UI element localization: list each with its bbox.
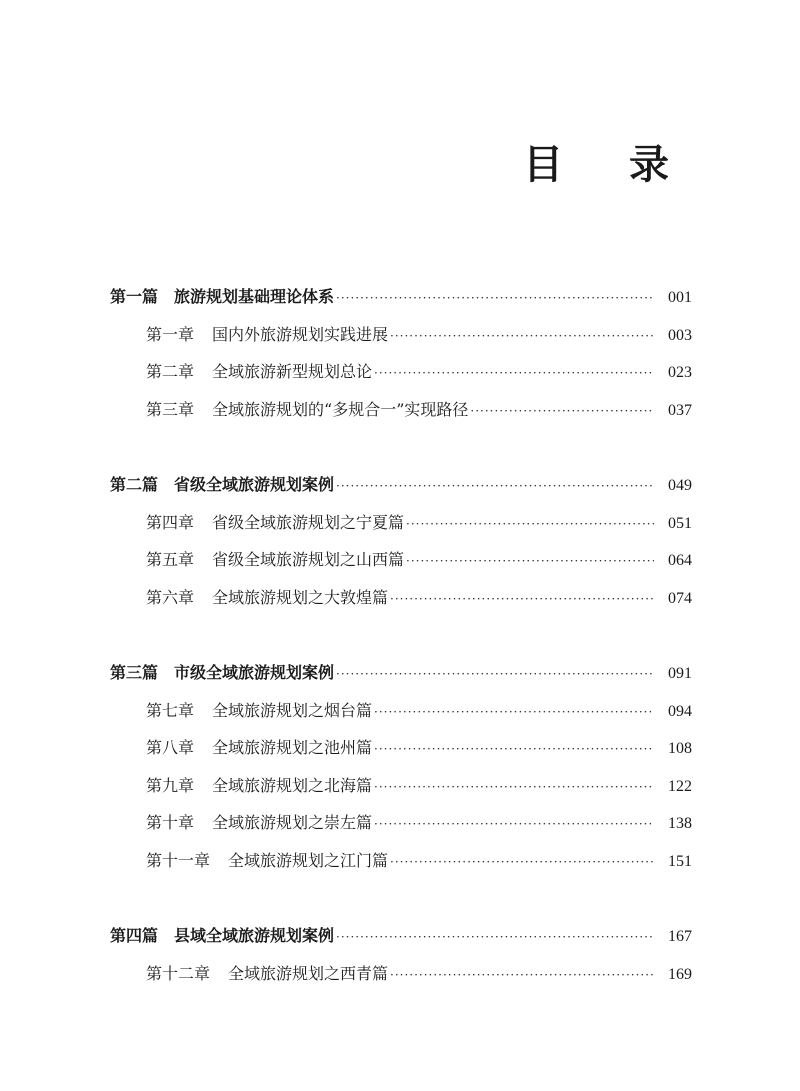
chapter-number: 第十一章: [146, 850, 211, 870]
chapter-title: 省级全域旅游规划之山西篇: [212, 550, 405, 569]
part-title: 省级全域旅游规划案例: [174, 475, 335, 494]
dot-leader: [390, 957, 654, 995]
toc-chapter-entry[interactable]: [110, 842, 692, 880]
page-title: 目 录: [523, 141, 695, 188]
chapter-title: 全域旅游规划的“多规合一”实现路径: [212, 399, 469, 419]
toc-part: [110, 917, 692, 992]
page-number: 049: [668, 477, 692, 494]
part-number: 第四篇: [110, 926, 159, 945]
chapter-number: 第七章: [146, 700, 195, 720]
dot-leader: [336, 656, 654, 694]
toc-chapter-entry[interactable]: [110, 391, 692, 429]
chapter-number: 第十章: [146, 813, 195, 832]
chapter-title: 全域旅游规划之崇左篇: [212, 813, 373, 832]
dot-leader: [336, 280, 654, 318]
toc-part-entry[interactable]: [110, 278, 692, 316]
part-number: 第一篇: [110, 287, 159, 306]
chapter-number: 第五章: [146, 550, 195, 569]
part-title: 县域全域旅游规划案例: [174, 926, 335, 945]
dot-leader: [390, 581, 654, 619]
dot-leader: [390, 844, 654, 882]
dot-leader: [374, 806, 654, 844]
toc-chapter-entry[interactable]: [110, 729, 692, 767]
page-number: 167: [668, 928, 692, 945]
toc-chapter-entry[interactable]: [110, 804, 692, 842]
dot-leader: [374, 731, 654, 769]
toc-part-entry[interactable]: [110, 917, 692, 955]
chapter-title: 国内外旅游规划实践进展: [212, 324, 389, 344]
dot-leader: [374, 355, 654, 393]
chapter-number: 第三章: [146, 399, 195, 419]
toc-chapter-entry[interactable]: [110, 353, 692, 391]
page-number: 074: [668, 589, 692, 607]
chapter-number: 第一章: [146, 324, 195, 344]
chapter-title: 全域旅游规划之北海篇: [212, 775, 373, 795]
chapter-title: 省级全域旅游规划之宁夏篇: [212, 512, 405, 532]
chapter-number: 第二章: [146, 362, 195, 381]
chapter-title: 全域旅游规划之江门篇: [228, 850, 389, 870]
toc-chapter-entry[interactable]: [110, 579, 692, 617]
page-number: 064: [668, 552, 692, 569]
page-number: 151: [668, 852, 692, 870]
part-number: 第二篇: [110, 475, 159, 494]
toc-part-entry[interactable]: [110, 654, 692, 692]
chapter-title: 全域旅游规划之烟台篇: [212, 700, 373, 720]
page-number: 108: [668, 740, 692, 757]
part-title: 旅游规划基础理论体系: [174, 287, 335, 306]
chapter-title: 全域旅游规划之西青篇: [228, 963, 389, 983]
page-number: 094: [668, 702, 692, 720]
toc-chapter-entry[interactable]: [110, 692, 692, 730]
toc-chapter-entry[interactable]: [110, 316, 692, 354]
page-number: 122: [668, 777, 692, 795]
chapter-title: 全域旅游新型规划总论: [212, 362, 373, 381]
part-number: 第三篇: [110, 663, 159, 682]
dot-leader: [406, 506, 654, 544]
page-number: 091: [668, 665, 692, 682]
toc-chapter-entry[interactable]: [110, 504, 692, 542]
chapter-number: 第八章: [146, 738, 195, 757]
chapter-number: 第九章: [146, 775, 195, 795]
chapter-number: 第十二章: [146, 963, 211, 983]
dot-leader: [374, 694, 654, 732]
toc-chapter-entry[interactable]: [110, 767, 692, 805]
page-number: 037: [668, 401, 692, 419]
page-number: 023: [668, 364, 692, 381]
part-title: 市级全域旅游规划案例: [174, 663, 335, 682]
page-number: 138: [668, 815, 692, 832]
toc-chapter-entry[interactable]: [110, 955, 692, 993]
toc-part: [110, 466, 692, 616]
dot-leader: [374, 769, 654, 807]
chapter-number: 第六章: [146, 587, 195, 607]
page-number: 001: [668, 289, 692, 306]
page-number: 051: [668, 514, 692, 532]
page-number: 169: [668, 965, 692, 983]
chapter-title: 全域旅游规划之池州篇: [212, 738, 373, 757]
toc-part: [110, 654, 692, 879]
table-of-contents: [110, 278, 692, 1030]
page-number: 003: [668, 326, 692, 344]
dot-leader: [470, 393, 654, 431]
chapter-number: 第四章: [146, 512, 195, 532]
dot-leader: [406, 543, 654, 581]
toc-part-entry[interactable]: [110, 466, 692, 504]
chapter-title: 全域旅游规划之大敦煌篇: [212, 587, 389, 607]
toc-part: [110, 278, 692, 428]
dot-leader: [390, 318, 654, 356]
dot-leader: [336, 919, 654, 957]
toc-chapter-entry[interactable]: [110, 541, 692, 579]
dot-leader: [336, 468, 654, 506]
